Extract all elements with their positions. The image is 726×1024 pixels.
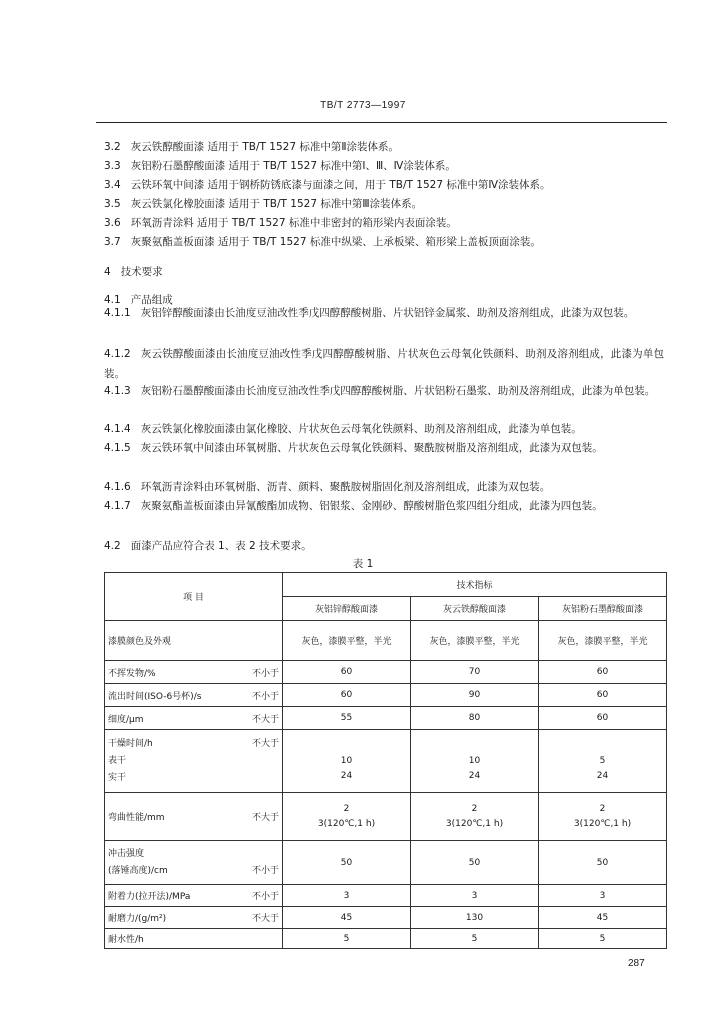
table-caption: 表 1 xyxy=(352,558,374,570)
row-label xyxy=(105,684,283,707)
item-4-1-5 xyxy=(104,438,664,458)
item-text: 面漆产品应符合表 1、表 2 技术要求。 xyxy=(130,540,312,552)
table-cell: 90 xyxy=(411,684,539,707)
section-number: 4.1 xyxy=(104,294,121,306)
page-header: TB/T 2773—1997 xyxy=(320,100,406,111)
row-label-text: 耐磨力/(g/m²) xyxy=(108,914,167,924)
item-4-2 xyxy=(104,538,312,553)
clause-text: 灰云铁醇酸面漆 适用于 TB/T 1527 标准中第Ⅱ涂装体系。 xyxy=(130,141,400,153)
row-label xyxy=(105,621,283,661)
table-cell: 5 xyxy=(283,929,411,949)
table-row xyxy=(105,841,667,885)
table-cell: 60 xyxy=(539,707,667,730)
clause-number: 3.3 xyxy=(104,160,121,172)
row-label xyxy=(105,707,283,730)
table-cell xyxy=(283,793,411,841)
table-cell: 灰色，漆膜平整，半光 xyxy=(411,621,539,661)
table-cell: 3 xyxy=(283,885,411,907)
item-number: 4.1.2 xyxy=(104,348,131,360)
table-row xyxy=(105,793,667,841)
row-label xyxy=(105,661,283,684)
item-4-1-2 xyxy=(104,344,664,384)
row-label-text: 细度/μm xyxy=(108,714,144,725)
clause-3-7 xyxy=(104,234,541,249)
item-text: 灰聚氨酯盖板面漆由异氰酸酯加成物、铝银浆、金刚砂、醇酸树脂色浆四组分组成，此漆为四包装。 xyxy=(140,500,603,512)
column-header: 灰云铁醇酸面漆 xyxy=(411,597,539,621)
row-label-text: 流出时间(ISO-6号杯)/s xyxy=(108,691,202,702)
item-number: 4.1.5 xyxy=(104,442,131,454)
table-row xyxy=(105,929,667,949)
row-label-text: 耐水性/h xyxy=(108,935,144,945)
row-condition: 不大于 xyxy=(251,738,279,749)
row-label xyxy=(105,841,283,885)
table-cell: 3 xyxy=(411,885,539,907)
table-cell: 50 xyxy=(283,841,411,885)
clause-3-5 xyxy=(104,196,422,211)
table-row xyxy=(105,907,667,929)
section-4-heading xyxy=(104,264,163,279)
row-label xyxy=(105,885,283,907)
row-sub-label: 表干 xyxy=(108,755,127,766)
item-text: 灰云铁醇酸面漆由长油度豆油改性季戊四醇醇酸树脂、片状灰色云母氧化铁颜料、助剂及溶剂组成，此漆为单包装。 xyxy=(104,348,664,380)
item-text: 灰铝粉石墨醇酸面漆由长油度豆油改性季戊四醇醇酸树脂、片状铝粉石墨浆、助剂及溶剂组成，此漆为单包装。 xyxy=(140,385,656,397)
clause-text: 灰聚氨酯盖板面漆 适用于 TB/T 1527 标准中纵梁、上承板梁、箱形梁上盖板顶面涂装。 xyxy=(130,236,541,248)
item-4-1-4 xyxy=(104,419,664,439)
clause-number: 3.7 xyxy=(104,236,121,248)
item-number: 4.1.1 xyxy=(104,307,131,319)
item-text: 灰云铁环氧中间漆由环氧树脂、片状灰色云母氧化铁颜料、聚酰胺树脂及溶剂组成，此漆为双包装。 xyxy=(140,442,603,454)
cell-value: 5 xyxy=(599,755,606,766)
table-cell: 50 xyxy=(539,841,667,885)
row-label-text: 干燥时间/h xyxy=(108,738,153,749)
cell-value: 24 xyxy=(468,770,481,781)
table-cell: 130 xyxy=(411,907,539,929)
table-cell: 45 xyxy=(283,907,411,929)
item-text: 灰云铁氯化橡胶面漆由氯化橡胶、片状灰色云母氧化铁颜料、助剂及溶剂组成，此漆为单包装。 xyxy=(140,423,582,435)
table-cell: 5 xyxy=(539,929,667,949)
item-4-1-3 xyxy=(104,381,664,401)
clause-3-4 xyxy=(104,177,551,192)
table-cell: 灰色，漆膜平整，半光 xyxy=(539,621,667,661)
row-condition: 不小于 xyxy=(251,668,279,679)
cell-value: 3(120℃,1 h) xyxy=(445,818,504,829)
row-label xyxy=(105,907,283,929)
row-label xyxy=(105,730,283,793)
row-label-text: 不挥发物/% xyxy=(108,668,156,679)
table-header-row xyxy=(105,573,667,597)
header-group: 技术指标 xyxy=(283,573,667,597)
table-cell xyxy=(283,730,411,793)
item-number: 4.1.6 xyxy=(104,481,131,493)
table-cell: 3 xyxy=(539,885,667,907)
table-row xyxy=(105,621,667,661)
row-condition: 不小于 xyxy=(251,691,279,702)
clause-text: 灰铝粉石墨醇酸面漆 适用于 TB/T 1527 标准中第Ⅰ、Ⅲ、Ⅳ涂装体系。 xyxy=(130,160,456,172)
row-label xyxy=(105,793,283,841)
section-number: 4 xyxy=(104,266,111,278)
table-row xyxy=(105,885,667,907)
table-cell: 55 xyxy=(283,707,411,730)
table-row xyxy=(105,684,667,707)
clause-3-6 xyxy=(104,215,457,230)
cell-value: 2 xyxy=(599,803,606,814)
row-condition: 不小于 xyxy=(251,865,279,876)
item-text: 灰铝锌醇酸面漆由长油度豆油改性季戊四醇醇酸树脂、片状铝锌金属浆、助剂及溶剂组成，此漆为双包装。 xyxy=(140,307,635,319)
clause-number: 3.4 xyxy=(104,179,121,191)
row-label xyxy=(105,929,283,949)
column-header: 灰铝锌醇酸面漆 xyxy=(283,597,411,621)
cell-value: 10 xyxy=(340,755,353,766)
item-4-1-6 xyxy=(104,477,664,497)
table-cell xyxy=(539,793,667,841)
cell-value: 2 xyxy=(343,803,350,814)
cell-value: 10 xyxy=(468,755,481,766)
row-condition: 不小于 xyxy=(251,892,279,902)
cell-value: 24 xyxy=(596,770,609,781)
item-4-1-1 xyxy=(104,303,664,323)
clause-number: 3.2 xyxy=(104,141,121,153)
table-row xyxy=(105,730,667,793)
row-condition: 不大于 xyxy=(251,714,279,725)
section-title: 产品组成 xyxy=(130,294,173,306)
item-number: 4.1.3 xyxy=(104,385,131,397)
header-item: 项 目 xyxy=(105,573,283,621)
item-number: 4.2 xyxy=(104,540,121,552)
table-row xyxy=(105,661,667,684)
spec-table xyxy=(104,572,667,949)
cell-value: 3(120℃,1 h) xyxy=(573,818,632,829)
table-row xyxy=(105,707,667,730)
clause-number: 3.5 xyxy=(104,198,121,210)
clause-text: 环氧沥青涂料 适用于 TB/T 1527 标准中非密封的箱形梁内表面涂装。 xyxy=(130,217,457,229)
item-text: 环氧沥青涂料由环氧树脂、沥青、颜料、聚酰胺树脂固化剂及溶剂组成，此漆为双包装。 xyxy=(140,481,551,493)
clause-text: 灰云铁氯化橡胶面漆 适用于 TB/T 1527 标准中第Ⅲ涂装体系。 xyxy=(130,198,423,210)
table-cell: 灰色，漆膜平整，半光 xyxy=(283,621,411,661)
header-rule xyxy=(96,122,667,123)
row-label-text: 附着力(拉开法)/MPa xyxy=(108,892,191,902)
clause-text: 云铁环氧中间漆 适用于钢桥防锈底漆与面漆之间，用于 TB/T 1527 标准中第Ⅳ涂装体系。 xyxy=(130,179,551,191)
item-4-1-7 xyxy=(104,496,664,516)
row-condition: 不大于 xyxy=(251,813,279,823)
table-cell: 60 xyxy=(283,661,411,684)
table-cell xyxy=(411,793,539,841)
table-cell: 60 xyxy=(539,684,667,707)
table-cell: 5 xyxy=(411,929,539,949)
clause-3-2 xyxy=(104,139,399,154)
table-cell: 60 xyxy=(283,684,411,707)
row-label-text: 弯曲性能/mm xyxy=(108,813,165,823)
row-sub-label: 实干 xyxy=(108,772,127,783)
page-number: 287 xyxy=(628,958,645,969)
cell-value: 2 xyxy=(471,803,478,814)
table-cell xyxy=(539,730,667,793)
clause-3-3 xyxy=(104,158,456,173)
table-cell: 70 xyxy=(411,661,539,684)
table-cell: 45 xyxy=(539,907,667,929)
table-cell: 60 xyxy=(539,661,667,684)
clause-number: 3.6 xyxy=(104,217,121,229)
item-number: 4.1.4 xyxy=(104,423,131,435)
section-title: 技术要求 xyxy=(120,266,163,278)
row-label-text: 漆膜颜色及外观 xyxy=(108,637,172,647)
row-condition: 不大于 xyxy=(251,914,279,924)
table-cell xyxy=(411,730,539,793)
item-number: 4.1.7 xyxy=(104,500,131,512)
cell-value: 24 xyxy=(340,770,353,781)
cell-value: 3(120℃,1 h) xyxy=(317,818,376,829)
table-cell: 80 xyxy=(411,707,539,730)
row-label-text-2: (落锤高度)/cm xyxy=(108,865,168,876)
table-cell: 50 xyxy=(411,841,539,885)
row-label-text: 冲击强度 xyxy=(108,848,145,859)
column-header: 灰铝粉石墨醇酸面漆 xyxy=(539,597,667,621)
